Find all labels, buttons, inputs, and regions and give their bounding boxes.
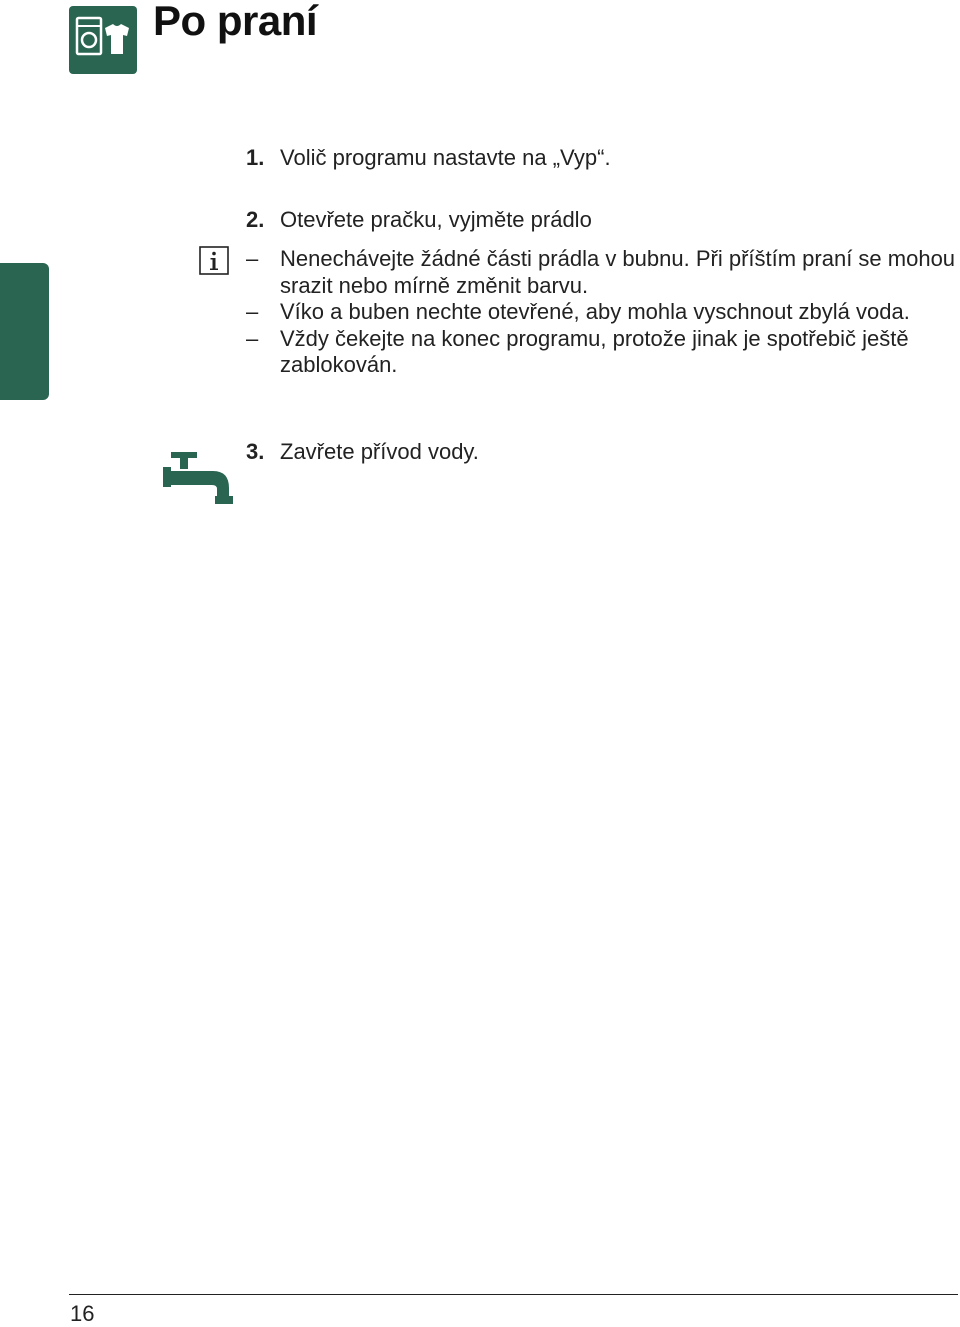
chapter-side-tab bbox=[0, 263, 49, 400]
note-item bbox=[246, 326, 960, 379]
step-2-text: Otevřete pračku, vyjměte prádlo bbox=[280, 207, 592, 232]
step-1-number: 1. bbox=[246, 145, 265, 170]
note-dash: – bbox=[246, 299, 259, 324]
step-2-number: 2. bbox=[246, 207, 265, 232]
washing-machine-shirt-icon bbox=[69, 6, 137, 74]
water-tap-icon bbox=[163, 452, 233, 506]
note-dash: – bbox=[246, 246, 259, 271]
note-dash: – bbox=[246, 325, 259, 351]
note-item bbox=[246, 299, 960, 326]
page-title: Po praní bbox=[153, 0, 318, 44]
notes-list bbox=[246, 246, 960, 379]
footer-divider bbox=[69, 1294, 958, 1295]
info-icon bbox=[199, 246, 229, 275]
note-text: Nenechávejte žádné části prádla v bubnu. Při příštím praní se mohou srazit nebo mírně změnit barvu. bbox=[280, 246, 956, 298]
note-text: Vždy čekejte na konec programu, protože jinak je spotřebič ještě zablokován. bbox=[280, 325, 909, 377]
step-1-text: Volič programu nastavte na „Vyp“. bbox=[280, 145, 611, 170]
step-3-number: 3. bbox=[246, 439, 265, 464]
note-text: Víko a buben nechte otevřené, aby mohla vyschnout zbylá voda. bbox=[280, 299, 910, 324]
page-number: 16 bbox=[70, 1301, 95, 1326]
step-3-text: Zavřete přívod vody. bbox=[280, 439, 479, 464]
note-item bbox=[246, 246, 960, 299]
